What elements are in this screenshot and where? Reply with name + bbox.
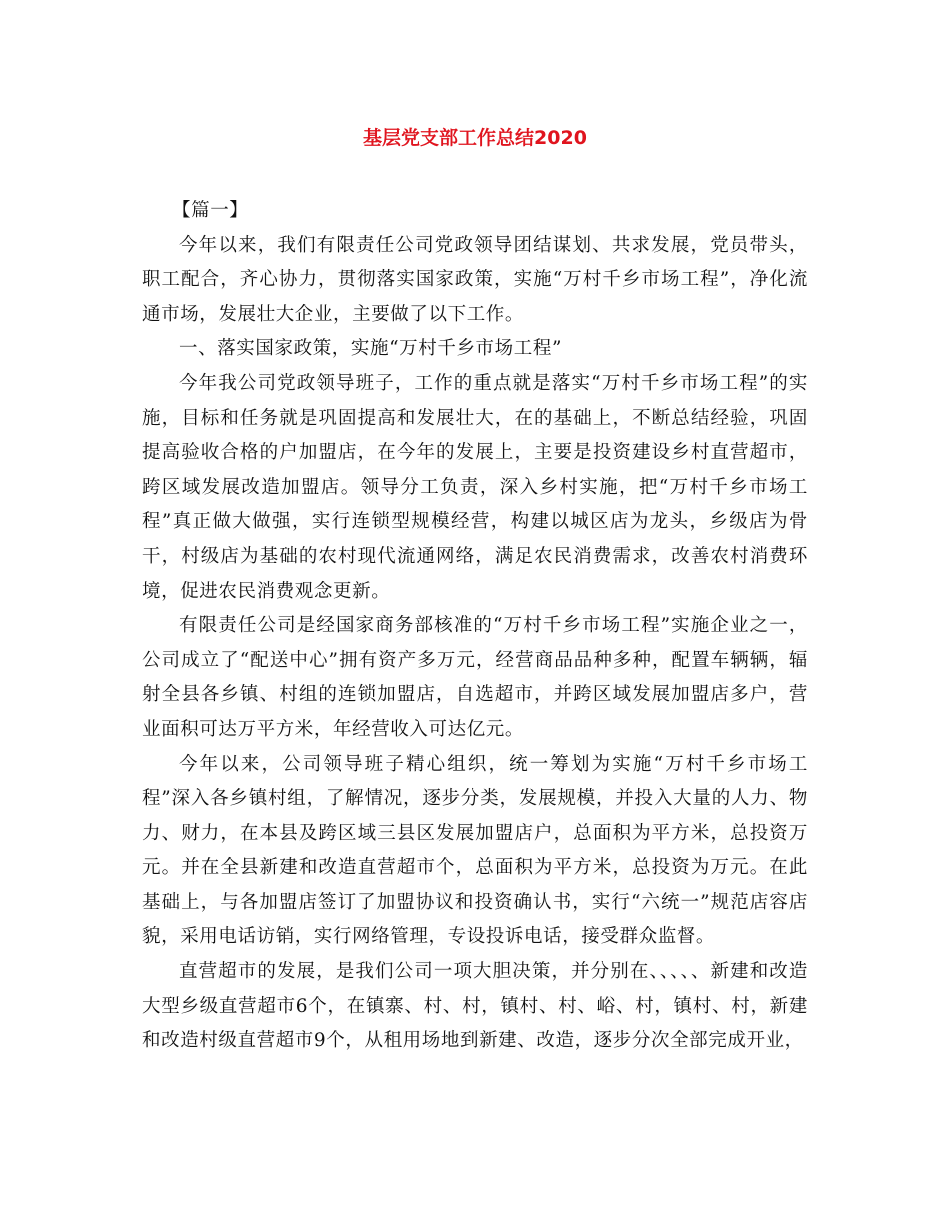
document-body: [142, 194, 808, 1059]
paragraph-leadership-focus: 今年我公司党政领导班子，工作的重点就是落实“万村千乡市场工程”的实施，目标和任务就是巩固提高和发展壮大，在的基础上，不断总结经验，巩固提高验收合格的户加盟店，在今年的发展上，主要是投资建设乡村直营超市，跨区域发展改造加盟店。领导分工负责，深入乡村实施，把“万村千乡市场工程”真正做大做强，实行连锁型规模经营，构建以城区店为龙头，乡级店为骨干，村级店为基础的农村现代流通网络，满足农民消费需求，改善农村消费环境，促进农民消费观念更新。: [142, 372, 808, 602]
section-heading-1: 一、落实国家政策，实施“万村千乡市场工程”: [179, 338, 563, 360]
paragraph-company-profile: 有限责任公司是经国家商务部核准的“万村千乡市场工程”实施企业之一，公司成立了“配送中心”拥有资产多万元，经营商品品种多种，配置车辆辆，辐射全县各乡镇、村组的连锁加盟店，自选超市，并跨区域发展加盟店多户，营业面积可达万平方米，年经营收入可达亿元。: [142, 615, 808, 740]
document-title: 基层党支部工作总结2020: [363, 127, 587, 149]
paragraph-direct-supermarkets: 直营超市的发展，是我们公司一项大胆决策，并分别在、、、、、新建和改造大型乡级直营超市6个，在镇寨、村、村，镇村、村、峪、村，镇村、村，新建和改造村级直营超市9个，从租用场地到新建、改造，逐步分次全部完成开业，: [142, 961, 808, 1052]
paragraph-expansion: 今年以来，公司领导班子精心组织，统一筹划为实施“万村千乡市场工程”深入各乡镇村组，了解情况，逐步分类，发展规模，并投入大量的人力、物力、财力，在本县及跨区域三县区发展加盟店户，总面积为平方米，总投资万元。并在全县新建和改造直营超市个，总面积为平方米，总投资为万元。在此基础上，与各加盟店签订了加盟协议和投资确认书，实行“六统一”规范店容店貌，采用电话访销，实行网络管理，专设投诉电话，接受群众监督。: [142, 753, 808, 948]
section-marker: 【篇一】: [172, 200, 249, 221]
paragraph-intro: 今年以来，我们有限责任公司党政领导团结谋划、共求发展，党员带头，职工配合，齐心协力，贯彻落实国家政策，实施“万村千乡市场工程”，净化流通市场，发展壮大企业，主要做了以下工作。: [142, 234, 808, 325]
